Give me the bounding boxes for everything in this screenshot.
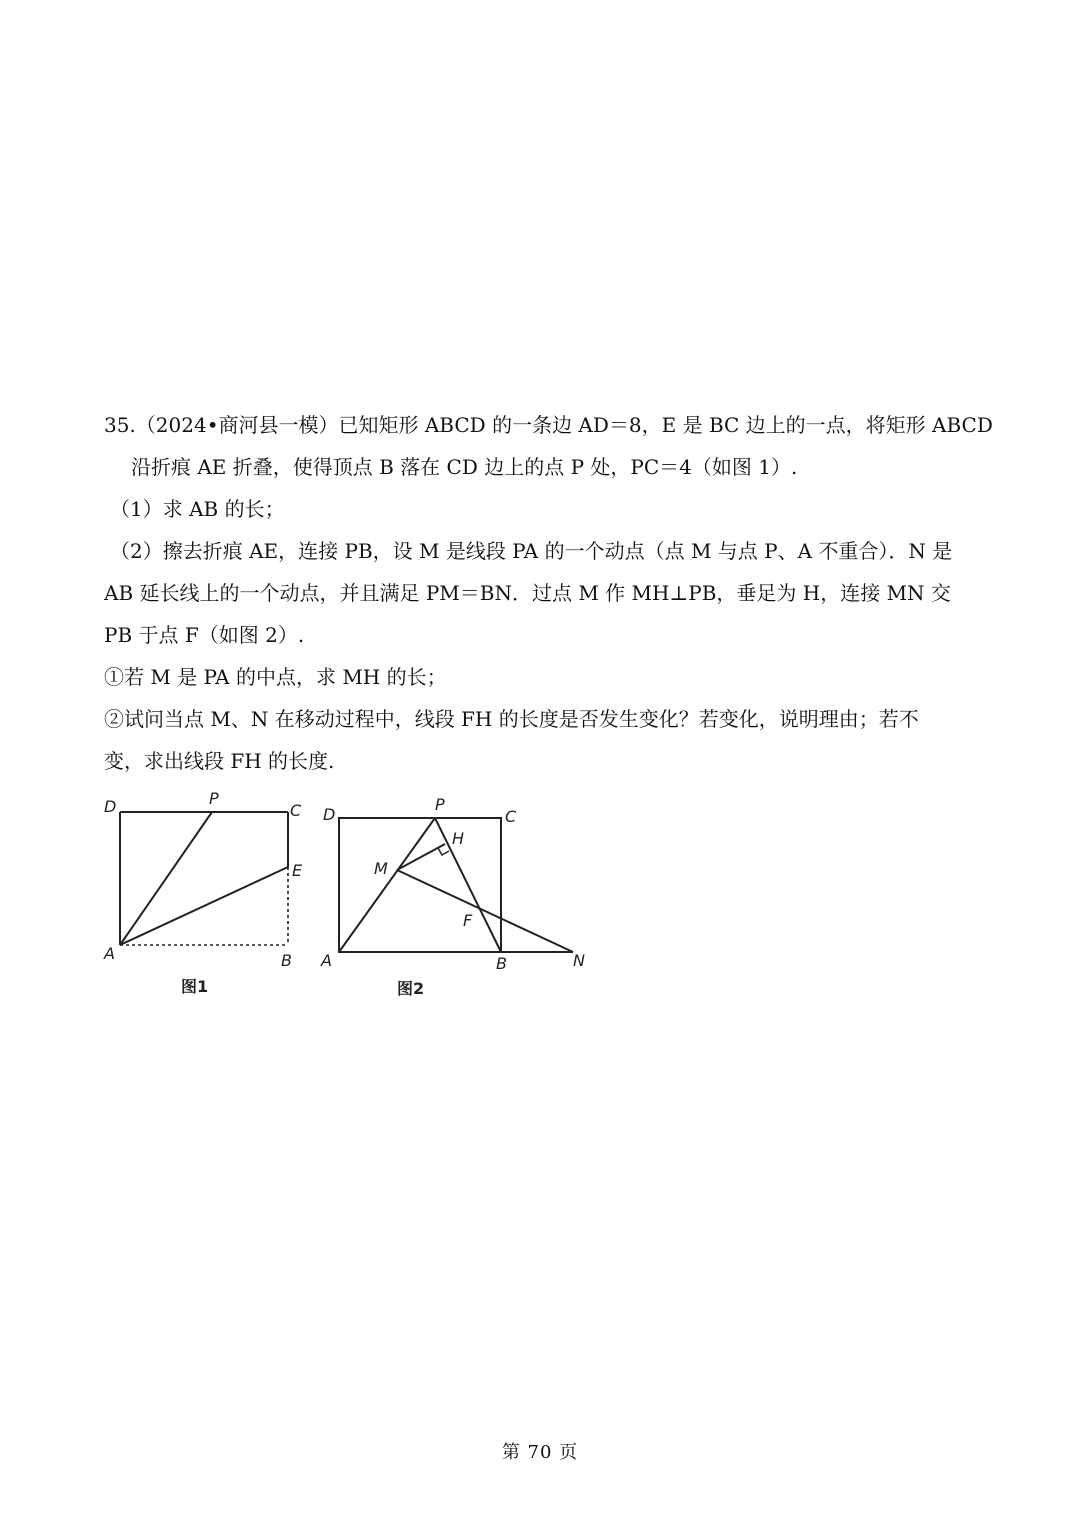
problem-35 xyxy=(104,404,993,782)
fig1-label-C: C xyxy=(290,801,302,820)
fig1-segment-AP xyxy=(120,812,212,945)
fig2-right-angle-mark xyxy=(438,848,449,855)
fig2-label-F: F xyxy=(463,911,473,930)
sub-question-2-line-1: ②试问当点 M、N 在移动过程中，线段 FH 的长度是否发生变化？若变化，说明理由；若不 xyxy=(104,707,919,731)
fig2-segment-MH xyxy=(397,844,445,870)
fig1-label-E: E xyxy=(292,861,303,880)
fig1-label-P: P xyxy=(209,789,219,808)
fig1-label-B: B xyxy=(281,951,292,970)
fig2-label-H: H xyxy=(452,829,465,848)
fig2-label-C: C xyxy=(505,807,517,826)
fig2-label-B: B xyxy=(496,954,507,973)
fig1-segment-AE xyxy=(120,867,288,945)
fig2-label-P: P xyxy=(435,795,445,814)
fig1-label-A: A xyxy=(104,944,115,963)
page-number: 第 70 页 xyxy=(501,1442,579,1463)
fig2-segment-AP xyxy=(339,818,435,952)
figure-1 xyxy=(120,812,288,945)
problem-line-1: 35.（2024•商河县一模）已知矩形 ABCD 的一条边 AD＝8，E 是 BC 边上的一点，将矩形 ABCD xyxy=(104,413,993,437)
sub-question-1: ①若 M 是 PA 的中点，求 MH 的长； xyxy=(104,665,447,689)
fig2-label-M: M xyxy=(374,859,388,878)
fig1-label-D: D xyxy=(104,797,117,816)
fig1-caption: 图1 xyxy=(181,977,209,996)
fig2-caption: 图2 xyxy=(397,979,425,998)
geometry-figures xyxy=(95,788,605,1008)
figures xyxy=(95,788,605,1008)
fig2-label-D: D xyxy=(323,805,336,824)
question-1: （1）求 AB 的长； xyxy=(110,497,285,521)
question-2-line-1: （2）擦去折痕 AE，连接 PB，设 M 是线段 PA 的一个动点（点 M 与点 P、A 不重合）．N 是 xyxy=(110,539,953,563)
fig2-label-A: A xyxy=(321,951,332,970)
fig2-segment-MN xyxy=(397,870,573,952)
question-2-line-3: PB 于点 F（如图 2）. xyxy=(104,623,305,647)
fig2-segment-PB xyxy=(435,818,501,952)
sub-question-2-line-2: 变，求出线段 FH 的长度. xyxy=(104,749,335,773)
question-2-line-2: AB 延长线上的一个动点，并且满足 PM＝BN．过点 M 作 MH⊥PB，垂足为 H，连接 MN 交 xyxy=(104,581,951,605)
problem-line-2: 沿折痕 AE 折叠，使得顶点 B 落在 CD 边上的点 P 处，PC＝4（如图 1）. xyxy=(131,455,798,479)
fig2-label-N: N xyxy=(573,951,585,970)
